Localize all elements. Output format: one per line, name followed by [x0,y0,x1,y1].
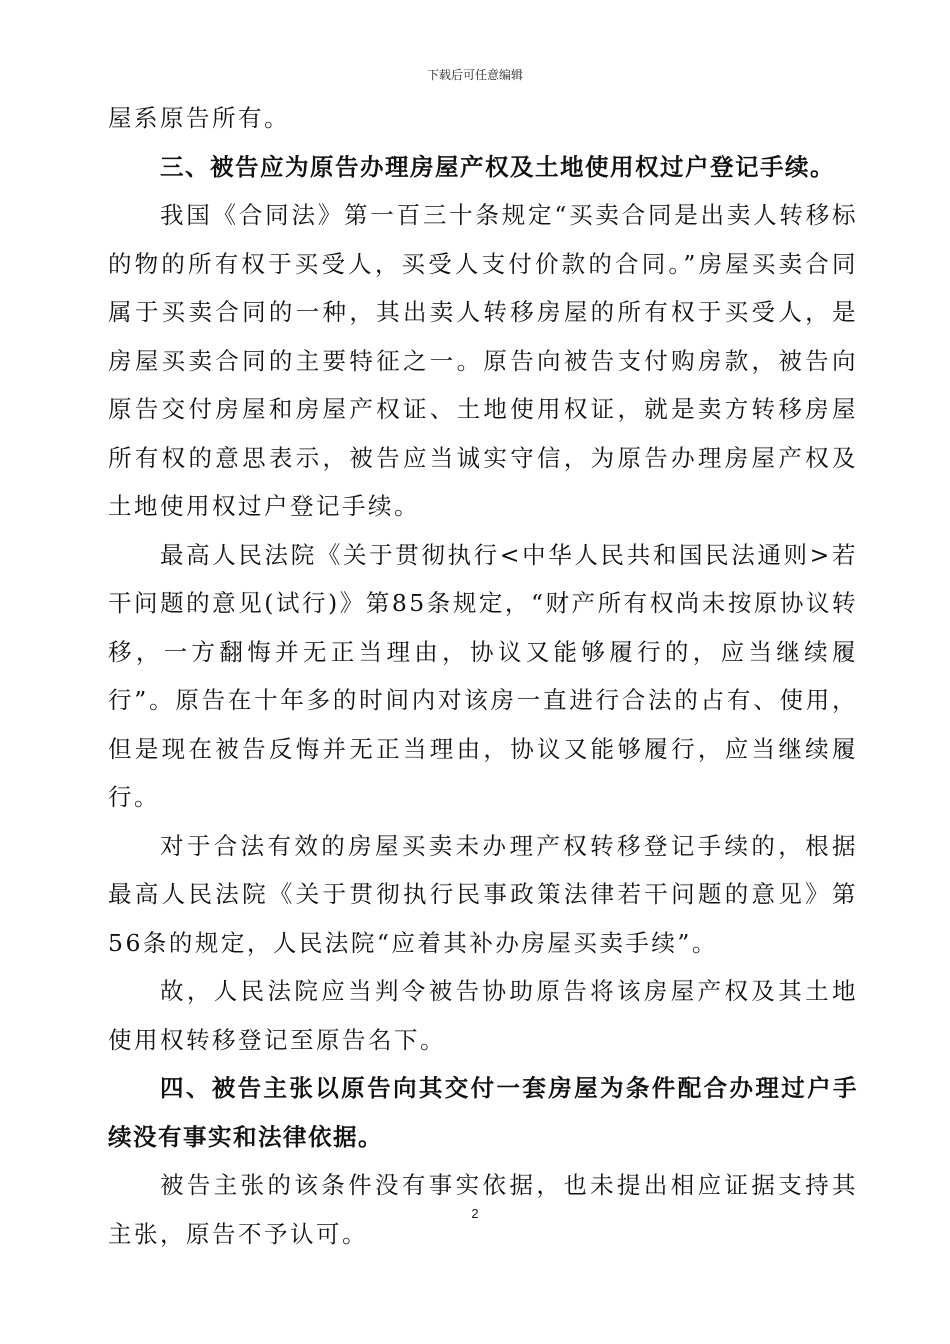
page-header: 下载后可任意编辑 [426,68,523,82]
paragraph-continuation: 屋系原告所有。 [108,104,290,132]
section-heading-4: 四、被告主张以原告向其交付一套房屋为条件配合办理过户手续没有事实和法律依据。 [108,1074,858,1151]
section-heading-3: 三、被告应为原告办理房屋产权及土地使用权过户登记手续。 [160,152,835,181]
paragraph-supreme-court-opinion: 最高人民法院《关于贯彻执行<中华人民共和国民法通则>若干问题的意见(试行)》第85条规定，“财产所有权尚未按原协议转移，一方翻悔并无正当理由，协议又能够履行的，应当继续履行”。原告在十年多的时间内对该房一直进行合法的占有、使用，但是现在被告反悔并无正当理由，协议又能够履行，应当继续履行。 [108,540,858,811]
paragraph-defendant-claim: 被告主张的该条件没有事实依据，也未提出相应证据支持其主张，原告不予认可。 [108,1171,858,1248]
paragraph-registration: 对于合法有效的房屋买卖未办理产权转移登记手续的，根据最高人民法院《关于贯彻执行民事政策法律若干问题的意见》第56条的规定，人民法院“应着其补办房屋买卖手续”。 [108,831,858,957]
document-body [108,94,858,1258]
paragraph-contract-law: 我国《合同法》第一百三十条规定“买卖合同是出卖人转移标的物的所有权于买受人，买受人支付价款的合同。”房屋买卖合同属于买卖合同的一种，其出卖人转移房屋的所有权于买受人，是房屋买卖合同的主要特征之一。原告向被告支付购房款，被告向原告交付房屋和房屋产权证、土地使用权证，就是卖方转移房屋所有权的意思表示，被告应当诚实守信，为原告办理房屋产权及土地使用权过户登记手续。 [108,201,858,520]
page-number: 2 [471,1206,479,1221]
paragraph-conclusion: 故，人民法院应当判令被告协助原告将该房屋产权及其土地使用权转移登记至原告名下。 [108,977,858,1054]
